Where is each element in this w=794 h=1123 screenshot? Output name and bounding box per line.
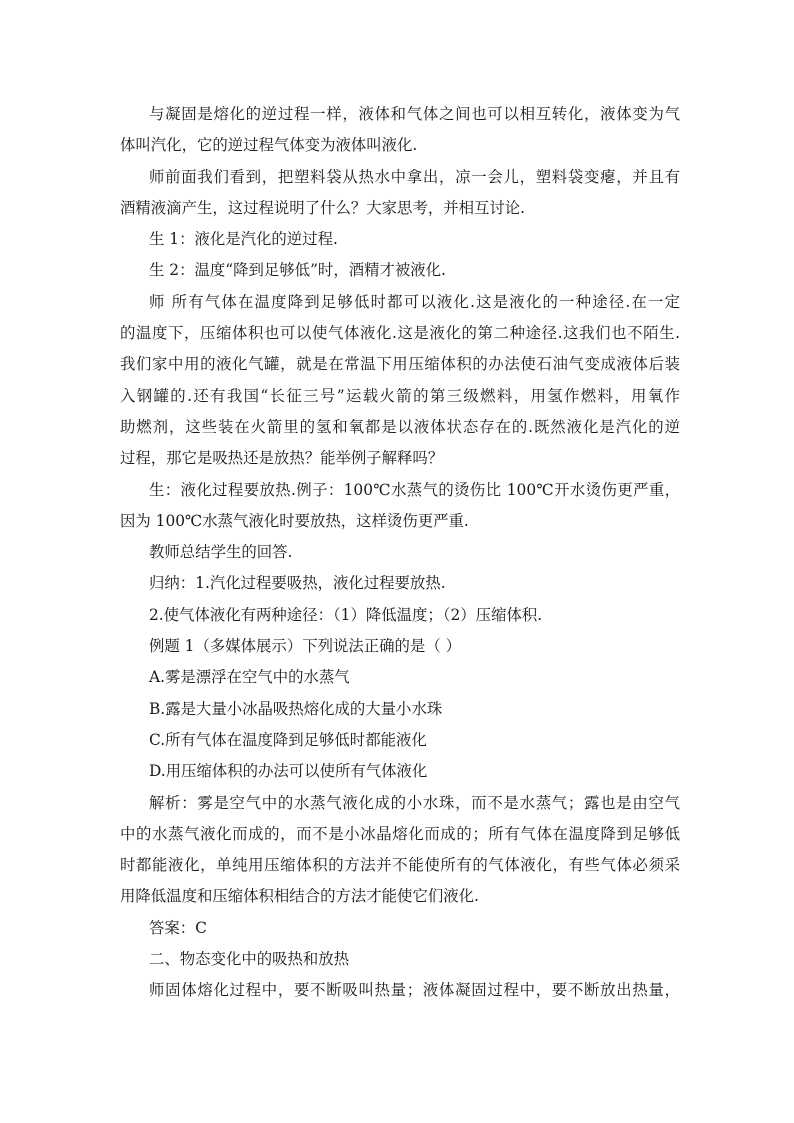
text-line: 例题 1（多媒体展示）下列说法正确的是（ ） [149,637,461,656]
text-line: 中的水蒸气液化而成的，而不是小冰晶熔化而成的；所有气体在温度降到足够低 [120,824,680,843]
text-line: B.露是大量小冰晶吸热熔化成的大量小水珠 [149,699,443,718]
text-line: 答案：C [149,918,207,937]
text-line: 解析：雾是空气中的水蒸气液化成的小水珠，而不是水蒸气；露也是由空气 [149,793,680,812]
text-line: 因为 100℃水蒸气液化时要放热，这样烫伤更严重. [120,511,469,530]
text-line: 师固体熔化过程中，要不断吸叫热量；液体凝固过程中，要不断放出热量， [149,981,680,1000]
text-line: 用降低温度和压缩体积相结合的方法才能使它们液化. [120,887,479,906]
text-line: 体叫汽化，它的逆过程气体变为液体叫液化. [120,136,418,155]
text-line: 归纳：1.汽化过程要吸热，液化过程要放热. [149,574,446,593]
document-body [120,99,680,1007]
text-line: 生 1：液化是汽化的逆过程. [149,230,338,249]
text-line: 的温度下，压缩体积也可以使气体液化.这是液化的第二种途径.这我们也不陌生. [120,324,680,343]
text-line: 时都能液化，单纯用压缩体积的方法并不能使所有的气体液化，有些气体必须采 [120,856,680,875]
text-line: 与凝固是熔化的逆过程一样，液体和气体之间也可以相互转化，液体变为气 [149,105,680,123]
text-line: 酒精液滴产生，这过程说明了什么？大家思考，并相互讨论. [120,198,526,217]
text-line: 师前面我们看到，把塑料袋从热水中拿出，凉一会儿，塑料袋变瘪，并且有 [149,167,680,186]
text-line: 2.使气体液化有两种途径：（1）降低温度；（2）压缩体积. [149,605,543,624]
text-line: 生 2：温度“降到足够低”时，酒精才被液化. [149,261,446,280]
text-line: C.所有气体在温度降到足够低时都能液化 [149,730,427,749]
text-line: 入钢罐的.还有我国“长征三号”运载火箭的第三级燃料，用氢作燃料，用氧作 [120,386,680,405]
text-line: 二、物态变化中的吸热和放热 [149,950,350,969]
text-line: 教师总结学生的回答. [149,543,293,562]
text-line: 过程，那它是吸热还是放热？能举例子解释吗？ [120,449,444,468]
text-line: 助燃剂，这些装在火箭里的氢和氧都是以液体状态存在的.既然液化是汽化的逆 [120,417,680,436]
text-line: A.雾是漂浮在空气中的水蒸气 [149,668,350,687]
text-line: 我们家中用的液化气罐，就是在常温下用压缩体积的办法使石油气变成液体后装 [120,355,680,374]
text-line: D.用压缩体积的办法可以使所有气体液化 [149,762,428,781]
text-line: 师 所有气体在温度降到足够低时都可以液化.这是液化的一种途径.在一定 [149,292,680,311]
text-line: 生：液化过程要放热.例子：100℃水蒸气的烫伤比 100℃开水烫伤更严重， [149,480,680,499]
